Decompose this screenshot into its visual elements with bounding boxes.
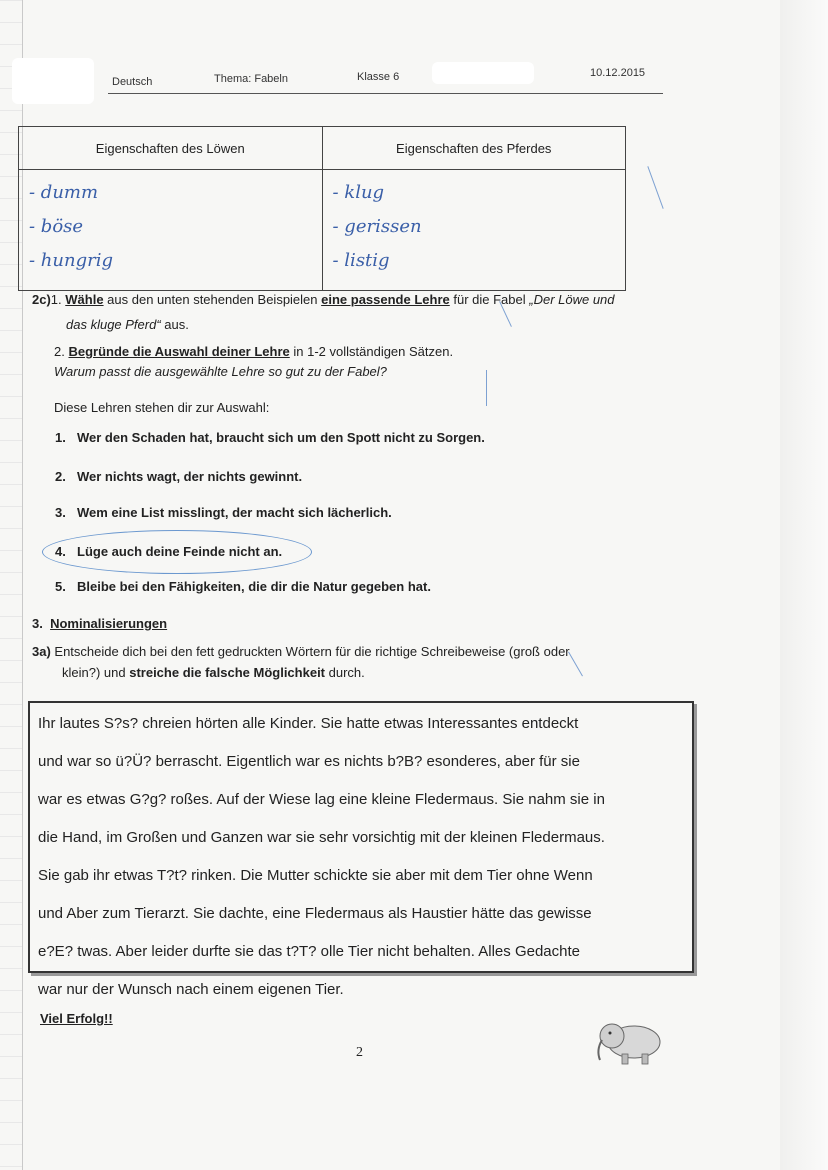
text-line: war nur der Wunsch nach einem eigenen Tier. — [38, 981, 344, 998]
redaction-patch — [12, 58, 94, 104]
lion-properties-cell — [19, 170, 323, 291]
lion-property: - dumm — [29, 182, 99, 203]
task-2c-part2-question: Warum passt die ausgewählte Lehre so gut zu der Fabel? — [54, 364, 387, 379]
text-line: und Aber zum Tierarzt. Sie dachte, eine Fledermaus als Haustier hätte das gewisse — [38, 905, 592, 922]
header-class: Klasse 6 — [357, 71, 400, 83]
lion-column-header: Eigenschaften des Löwen — [19, 127, 323, 170]
header-date: 10.12.2015 — [590, 67, 646, 79]
horse-property: - klug — [332, 182, 385, 203]
header-subject: Deutsch — [112, 76, 153, 88]
task-3a-instruction: 3a) Entscheide dich bei den fett gedruckten Wörtern für die richtige Schreibeweise (groß oder — [32, 644, 570, 659]
text-line: Sie gab ihr etwas T?t? rinken. Die Mutter schickte sie aber mit dem Tier ohne Wenn — [38, 867, 593, 884]
task-2c-part1: 2c)1. Wähle aus den unten stehenden Beispielen eine passende Lehre für die Fabel „Der Löwe und — [32, 292, 615, 307]
redaction-patch — [432, 62, 534, 84]
task-3-title: 3. Nominalisierungen — [32, 616, 168, 631]
task-2c-part2: 2. Begründe die Auswahl deiner Lehre in 1-2 vollständigen Sätzen. — [54, 344, 454, 359]
text-line: und war so ü?Ü? berrascht. Eigentlich war es nichts b?B? esonderes, aber für sie — [38, 753, 580, 770]
page-number: 2 — [356, 1045, 363, 1060]
horse-property: - gerissen — [332, 216, 422, 237]
lion-property: - böse — [29, 216, 84, 237]
list-item: 4. Lüge auch deine Feinde nicht an. — [55, 544, 283, 559]
list-item: 3. Wem eine List misslingt, der macht sich lächerlich. — [55, 505, 392, 520]
page-edge — [780, 0, 828, 1170]
horse-column-header: Eigenschaften des Pferdes — [322, 127, 626, 170]
text-line: Ihr lautes S?s? chreien hörten alle Kinder. Sie hatte etwas Interessantes entdeckt — [38, 715, 579, 732]
task-3a-instruction-cont: klein?) und streiche die falsche Möglichkeit durch. — [62, 665, 365, 680]
checkmark-icon — [486, 370, 487, 406]
task-2c-part1-cont: das kluge Pferd“ aus. — [66, 317, 189, 332]
good-luck-note: Viel Erfolg!! — [40, 1011, 113, 1026]
header-topic: Thema: Fabeln — [214, 73, 288, 85]
list-item: 1. Wer den Schaden hat, braucht sich um den Spott nicht zu Sorgen. — [55, 430, 485, 445]
text-line: war es etwas G?g? roßes. Auf der Wiese lag eine kleine Fledermaus. Sie nahm sie in — [38, 791, 605, 808]
text-line: e?E? twas. Aber leider durfte sie das t?T? olle Tier nicht behalten. Alles Gedachte — [38, 943, 580, 960]
horse-properties-cell — [322, 170, 626, 291]
exercise-text-box — [28, 701, 694, 998]
horse-property: - listig — [332, 250, 390, 271]
list-item: 2. Wer nichts wagt, der nichts gewinnt. — [55, 469, 303, 484]
properties-table — [18, 126, 626, 291]
header-rule — [108, 93, 663, 94]
elephant-icon — [594, 1014, 670, 1066]
lehren-intro: Diese Lehren stehen dir zur Auswahl: — [54, 400, 270, 415]
selected-lehre-circle — [42, 530, 312, 574]
checkmark-icon — [647, 166, 663, 209]
list-item: 5. Bleibe bei den Fähigkeiten, die dir die Natur gegeben hat. — [55, 579, 431, 594]
text-line: die Hand, im Großen und Ganzen war sie sehr vorsichtig mit der kleinen Fledermaus. — [38, 829, 605, 846]
lion-property: - hungrig — [29, 250, 113, 271]
